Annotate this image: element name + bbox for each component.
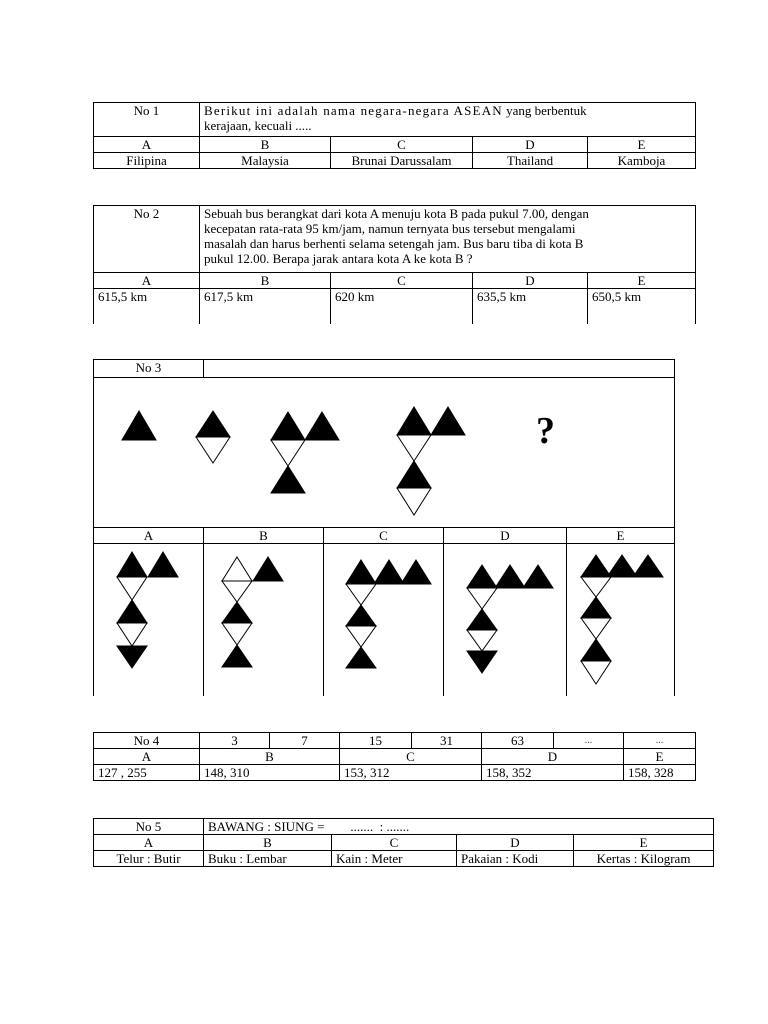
q4-option-e[interactable]: 158, 328 xyxy=(624,765,696,781)
question-2-line-3: masalah dan harus berhenti selama setengah jam. Bus baru tiba di kota B xyxy=(204,236,584,251)
option-letter-e: E xyxy=(574,835,714,851)
question-1-text-part2: yang berbentuk xyxy=(502,103,587,118)
option-letter-a: A xyxy=(94,273,200,289)
option-letter-c: C xyxy=(324,528,444,544)
option-letter-a: A xyxy=(94,528,204,544)
question-3-pattern-area xyxy=(94,378,675,528)
option-letter-c: C xyxy=(340,749,482,765)
option-b-figure xyxy=(221,555,285,669)
q1-option-b[interactable]: Malaysia xyxy=(200,153,331,169)
q1-option-d[interactable]: Thailand xyxy=(473,153,588,169)
question-5-number: No 5 xyxy=(94,819,204,835)
sequence-blank-1: ... xyxy=(554,733,624,749)
question-2-table xyxy=(93,205,696,324)
q2-option-c[interactable]: 620 km xyxy=(331,289,473,324)
pattern-figure-3 xyxy=(270,410,340,494)
option-letter-a: A xyxy=(94,835,204,851)
option-letter-d: D xyxy=(444,528,567,544)
option-letter-b: B xyxy=(200,749,340,765)
question-4-number: No 4 xyxy=(94,733,200,749)
question-1-text-line2: kerajaan, kecuali ..... xyxy=(204,118,312,133)
q2-option-d[interactable]: 635,5 km xyxy=(473,289,588,324)
pattern-figure-4 xyxy=(396,405,466,517)
question-1-text-part1: Berikut ini adalah nama negara-negara ASEAN xyxy=(204,103,503,118)
question-4-table xyxy=(93,732,696,781)
question-1-table xyxy=(93,102,696,169)
question-1-text xyxy=(200,103,696,137)
option-e-figure xyxy=(580,553,666,687)
sequence-term-2: 7 xyxy=(270,733,340,749)
q4-option-c[interactable]: 153, 312 xyxy=(340,765,482,781)
question-5-text: BAWANG : SIUNG = ....... : ....... xyxy=(204,819,714,835)
option-letter-c: C xyxy=(331,137,473,153)
sequence-blank-2: ... xyxy=(624,733,696,749)
option-letter-b: B xyxy=(204,528,324,544)
question-2-line-1: Sebuah bus berangkat dari kota A menuju kota B pada pukul 7.00, dengan xyxy=(204,206,589,221)
question-5-table xyxy=(93,818,714,867)
q5-option-a[interactable]: Telur : Butir xyxy=(94,851,204,867)
option-letter-e: E xyxy=(624,749,696,765)
sequence-term-5: 63 xyxy=(482,733,554,749)
q4-option-b[interactable]: 148, 310 xyxy=(200,765,340,781)
option-letter-d: D xyxy=(482,749,624,765)
q1-option-c[interactable]: Brunai Darussalam xyxy=(331,153,473,169)
sequence-term-1: 3 xyxy=(200,733,270,749)
q4-option-a[interactable]: 127 , 255 xyxy=(94,765,200,781)
q4-option-d[interactable]: 158, 352 xyxy=(482,765,624,781)
option-letter-c: C xyxy=(331,273,473,289)
option-letter-e: E xyxy=(567,528,675,544)
question-3-header-blank xyxy=(204,360,675,378)
q1-option-e[interactable]: Kamboja xyxy=(588,153,696,169)
question-3-number: No 3 xyxy=(94,360,204,378)
q1-option-a[interactable]: Filipina xyxy=(94,153,200,169)
option-d-figure xyxy=(466,563,556,675)
q2-option-a[interactable]: 615,5 km xyxy=(94,289,200,324)
question-2-line-4: pukul 12.00. Berapa jarak antara kota A ke kota B ? xyxy=(204,251,473,266)
option-letter-d: D xyxy=(473,137,588,153)
q5-option-d[interactable]: Pakaian : Kodi xyxy=(457,851,574,867)
option-letter-d: D xyxy=(457,835,574,851)
q5-option-e[interactable]: Kertas : Kilogram xyxy=(574,851,714,867)
question-2-line-2: kecepatan rata-rata 95 km/jam, namun ternyata bus tersebut mengalami xyxy=(204,221,576,236)
option-letter-b: B xyxy=(200,273,331,289)
question-1-number: No 1 xyxy=(94,103,200,137)
option-letter-d: D xyxy=(473,273,588,289)
sequence-term-3: 15 xyxy=(340,733,412,749)
q5-option-b[interactable]: Buku : Lembar xyxy=(204,851,332,867)
option-letter-b: B xyxy=(204,835,332,851)
q2-option-e[interactable]: 650,5 km xyxy=(588,289,696,324)
option-letter-a: A xyxy=(94,137,200,153)
sequence-term-4: 31 xyxy=(412,733,482,749)
option-letter-c: C xyxy=(332,835,457,851)
question-2-number: No 2 xyxy=(94,206,200,273)
q5-option-c[interactable]: Kain : Meter xyxy=(332,851,457,867)
option-a-figure xyxy=(116,550,180,670)
option-letter-e: E xyxy=(588,137,696,153)
pattern-figure-2 xyxy=(195,409,231,465)
option-letter-a: A xyxy=(94,749,200,765)
option-letter-b: B xyxy=(200,137,331,153)
question-mark: ? xyxy=(536,410,555,452)
option-letter-e: E xyxy=(588,273,696,289)
option-c-figure xyxy=(345,558,433,670)
pattern-figure-1 xyxy=(121,409,157,441)
q2-option-b[interactable]: 617,5 km xyxy=(200,289,331,324)
question-2-text xyxy=(200,206,696,273)
